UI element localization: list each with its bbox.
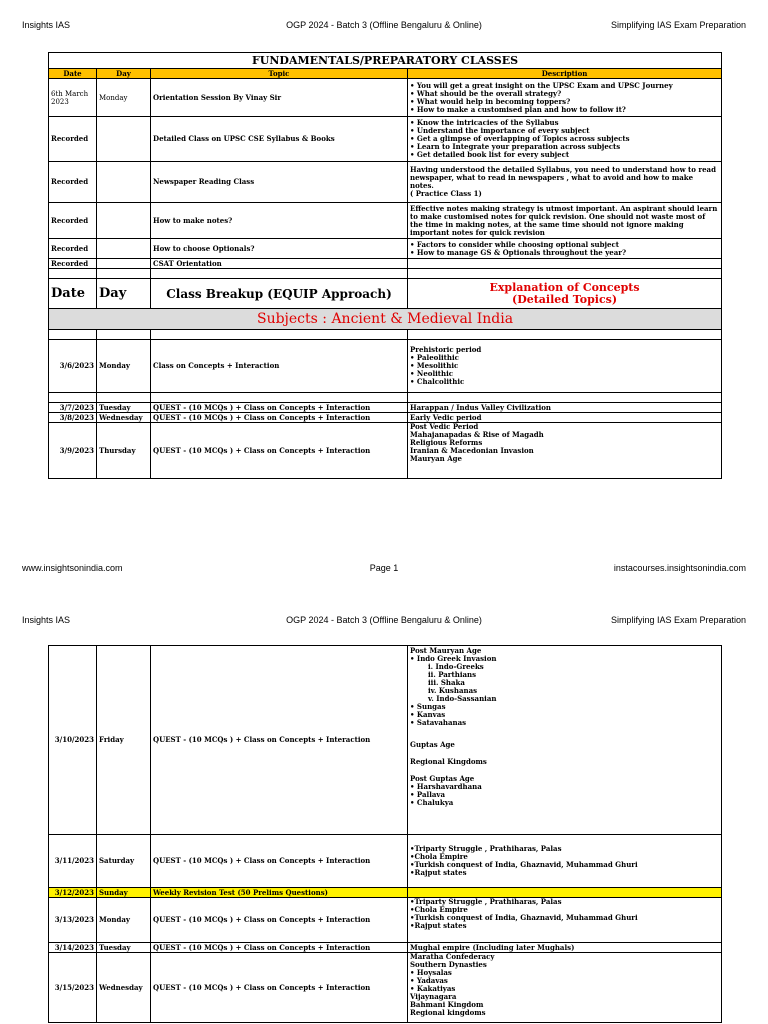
topic-line: Mauryan Age [410, 454, 462, 463]
row-topic: CSAT Orientation [151, 259, 408, 269]
topic-line: Southern Dynasties [410, 960, 487, 969]
table-row [49, 898, 722, 943]
table-row [49, 162, 722, 203]
row-day: Monday [97, 340, 151, 393]
row-date: 3/13/2023 [49, 898, 97, 943]
row-date: 3/6/2023 [49, 340, 97, 393]
table-row [49, 943, 722, 953]
row-topics [408, 423, 722, 479]
list-item: • Satavahanas [410, 719, 719, 727]
row-description: Effective notes making strategy is utmost important. An aspirant should learn to make customised notes for quick revision. One should not waste most of the time in making notes, at the same time should not ignore making important notes for quick revision [408, 203, 722, 239]
row-date: 3/7/2023 [49, 403, 97, 413]
list-item: • Get a glimpse of overlapping of Topics across subjects [410, 135, 719, 143]
row-day: Tuesday [97, 943, 151, 953]
row-topics [408, 898, 722, 943]
header-left: Insights IAS [22, 615, 71, 625]
row-topics: Mughal empire (Including later Mughals) [408, 943, 722, 953]
breakup-date-header: Date [49, 279, 97, 309]
row-day [97, 239, 151, 259]
row-date: 3/14/2023 [49, 943, 97, 953]
list-item: • Factors to consider while choosing optional subject [410, 241, 719, 249]
row-description [410, 119, 719, 159]
topic-line: Religious Reforms [410, 438, 483, 447]
row-class: QUEST - (10 MCQs ) + Class on Concepts + Interaction [151, 413, 408, 423]
row-topics [408, 953, 722, 1023]
topic-line: • Hoysalas [410, 968, 452, 977]
list-item: • You will get a great insight on the UPSC Exam and UPSC Journey [410, 82, 719, 90]
list-item: i. Indo-Greeks [428, 662, 484, 671]
row-date: Recorded [49, 162, 97, 203]
topic-line: Prehistoric period [410, 345, 482, 354]
table-row [49, 888, 722, 898]
topic-line: Bahmani Kingdom [410, 1000, 484, 1009]
fundamentals-title: FUNDAMENTALS/PREPARATORY CLASSES [49, 53, 722, 69]
topic-line: •Rajput states [410, 921, 467, 930]
col-date: Date [49, 69, 97, 79]
explanation-subheader: (Detailed Topics) [511, 292, 618, 306]
row-day [97, 162, 151, 203]
row-day [97, 117, 151, 162]
row-description-note: ( Practice Class 1) [410, 189, 482, 198]
topic-line: Guptas Age [410, 740, 455, 749]
row-day: Friday [97, 646, 151, 835]
row-day: Tuesday [97, 403, 151, 413]
list-item: iv. Kushanas [428, 686, 478, 695]
footer-center: Page 1 [369, 563, 399, 573]
explanation-header: Explanation of Concepts [489, 280, 640, 294]
col-description: Description [408, 69, 722, 79]
page-footer [0, 563, 768, 577]
table-row [49, 953, 722, 1023]
topic-line: •Chola Empire [410, 852, 468, 861]
row-date: 6th March 2023 [49, 79, 97, 117]
topic-line: Post Guptas Age [410, 774, 475, 783]
row-class: Weekly Revision Test (50 Prelims Questions) [151, 888, 408, 898]
row-class: QUEST - (10 MCQs ) + Class on Concepts + Interaction [151, 943, 408, 953]
spacer-row [49, 393, 722, 403]
topic-line: •Rajput states [410, 868, 467, 877]
footer-right: instacourses.insightsonindia.com [613, 563, 746, 573]
row-day: Thursday [97, 423, 151, 479]
topic-line: • Yadavas [410, 976, 448, 985]
row-date: 3/12/2023 [49, 888, 97, 898]
table-row [49, 239, 722, 259]
list-item: • Indo Greek Invasion [410, 655, 719, 663]
row-date: 3/8/2023 [49, 413, 97, 423]
spacer-row [49, 269, 722, 279]
topic-line: •Turkish conquest of India, Ghaznavid, Muhammad Ghuri [410, 913, 638, 922]
list-item: • Know the intricacies of the Syllabus [410, 119, 719, 127]
list-item: • Paleolithic [410, 354, 719, 362]
row-description [410, 82, 719, 114]
row-date: Recorded [49, 203, 97, 239]
row-topics [408, 646, 722, 835]
row-class: QUEST - (10 MCQs ) + Class on Concepts + Interaction [151, 898, 408, 943]
breakup-header-row [49, 279, 722, 309]
topic-line: Regional Kingdoms [410, 757, 487, 766]
breakup-day-header: Day [97, 279, 151, 309]
topic-line: Post Mauryan Age [410, 646, 482, 655]
row-description: Having understood the detailed Syllabus, you need to understand how to read newspaper, what to read in newspapers , what to avoid and how to make notes. [410, 165, 716, 190]
row-class: QUEST - (10 MCQs ) + Class on Concepts + Interaction [151, 835, 408, 888]
row-topics: Harappan / Indus Valley Civilization [408, 403, 722, 413]
topic-line: Post Vedic Period [410, 422, 479, 431]
list-item: • Chalcolithic [410, 378, 719, 386]
row-day: Monday [97, 79, 151, 117]
list-item: • Pallava [410, 791, 719, 799]
topic-line: •Turkish conquest of India, Ghaznavid, Muhammad Ghuri [410, 860, 638, 869]
schedule-table-continued [48, 645, 722, 1023]
header-right: Simplifying IAS Exam Preparation [610, 20, 746, 30]
row-date: Recorded [49, 239, 97, 259]
table-row [49, 259, 722, 269]
topic-line: •Triparty Struggle , Prathiharas, Palas [410, 897, 562, 906]
table-row [49, 79, 722, 117]
page-header [0, 615, 768, 629]
list-item: ii. Parthians [428, 670, 477, 679]
table-row [49, 117, 722, 162]
table-row [49, 423, 722, 479]
table-row [49, 413, 722, 423]
row-topics [408, 340, 722, 393]
table-row [49, 835, 722, 888]
spacer-row [49, 330, 722, 340]
row-day [97, 203, 151, 239]
fundamentals-table [48, 52, 722, 479]
col-day: Day [97, 69, 151, 79]
row-topic: Orientation Session By Vinay Sir [151, 79, 408, 117]
row-topic: How to make notes? [151, 203, 408, 239]
row-description [408, 259, 722, 269]
row-day: Sunday [97, 888, 151, 898]
list-item: • Kanvas [410, 711, 719, 719]
header-left: Insights IAS [22, 20, 71, 30]
row-class: QUEST - (10 MCQs ) + Class on Concepts + Interaction [151, 403, 408, 413]
topic-line: Vijaynagara [410, 992, 457, 1001]
list-item: • Neolithic [410, 370, 719, 378]
list-item: • How to manage GS & Optionals throughout the year? [410, 249, 719, 257]
row-day: Wednesday [97, 953, 151, 1023]
row-day: Wednesday [97, 413, 151, 423]
class-breakup-header: Class Breakup (EQUIP Approach) [151, 279, 408, 309]
row-class: QUEST - (10 MCQs ) + Class on Concepts + Interaction [151, 953, 408, 1023]
topic-line: Mahajanapadas & Rise of Magadh [410, 430, 544, 439]
row-date: Recorded [49, 117, 97, 162]
topic-line: Maratha Confederacy [410, 952, 495, 961]
header-center: OGP 2024 - Batch 3 (Offline Bengaluru & Online) [286, 20, 482, 30]
col-topic: Topic [151, 69, 408, 79]
row-class: QUEST - (10 MCQs ) + Class on Concepts + Interaction [151, 646, 408, 835]
list-item: • Harshavardhana [410, 783, 719, 791]
topic-line: •Triparty Struggle , Prathiharas, Palas [410, 844, 562, 853]
row-class: QUEST - (10 MCQs ) + Class on Concepts + Interaction [151, 423, 408, 479]
row-day: Monday [97, 898, 151, 943]
topic-line: •Chola Empire [410, 905, 468, 914]
list-item: • What should be the overall strategy? [410, 90, 719, 98]
row-day [97, 259, 151, 269]
list-item: • Sungas [410, 703, 719, 711]
row-topics [408, 888, 722, 898]
table-row [49, 403, 722, 413]
row-topics: Early Vedic period [408, 413, 722, 423]
topic-line: • Kakatiyas [410, 984, 456, 993]
table-row [49, 340, 722, 393]
subject-title: Subjects : Ancient & Medieval India [49, 309, 722, 330]
list-item: iii. Shaka [428, 678, 465, 687]
list-item: v. Indo-Sassanian [428, 694, 497, 703]
row-date: 3/11/2023 [49, 835, 97, 888]
row-topics [408, 835, 722, 888]
row-date: 3/9/2023 [49, 423, 97, 479]
list-item: • Learn to Integrate your preparation across subjects [410, 143, 719, 151]
row-topic: How to choose Optionals? [151, 239, 408, 259]
list-item: • Mesolithic [410, 362, 719, 370]
row-day: Saturday [97, 835, 151, 888]
row-topic: Newspaper Reading Class [151, 162, 408, 203]
topic-line: Regional kingdoms [410, 1008, 486, 1017]
table-row [49, 203, 722, 239]
footer-left: www.insightsonindia.com [22, 563, 123, 573]
row-date: 3/15/2023 [49, 953, 97, 1023]
header-center: OGP 2024 - Batch 3 (Offline Bengaluru & Online) [286, 615, 482, 625]
list-item: • Chalukya [410, 799, 719, 807]
row-class: Class on Concepts + Interaction [151, 340, 408, 393]
row-date: Recorded [49, 259, 97, 269]
list-item: • What would help in becoming toppers? [410, 98, 719, 106]
row-description [410, 241, 719, 257]
header-right: Simplifying IAS Exam Preparation [610, 615, 746, 625]
row-topic: Detailed Class on UPSC CSE Syllabus & Books [151, 117, 408, 162]
list-item: • Get detailed book list for every subject [410, 151, 719, 159]
table-row [49, 646, 722, 835]
topic-line: Iranian & Macedonian Invasion [410, 446, 534, 455]
list-item: • Understand the importance of every subject [410, 127, 719, 135]
page-header [0, 20, 768, 34]
row-date: 3/10/2023 [49, 646, 97, 835]
list-item: • How to make a customised plan and how to follow it? [410, 106, 719, 114]
